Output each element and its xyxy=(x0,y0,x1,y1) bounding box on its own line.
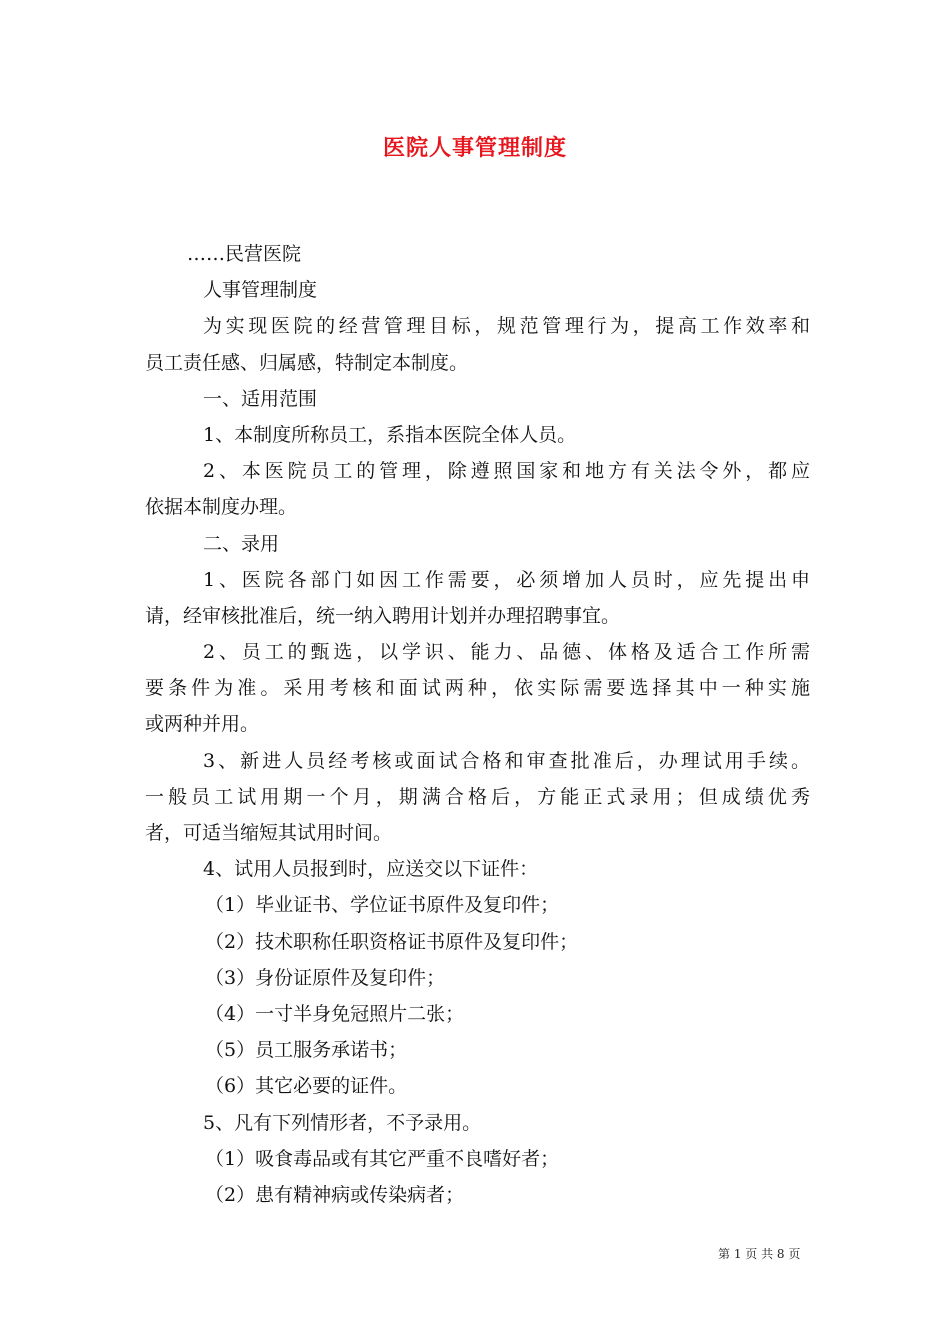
page-number: 第 1 页 共 8 页 xyxy=(718,1247,801,1261)
text-line: 依据本制度办理。 xyxy=(145,496,298,519)
text-line: ……民营医院 xyxy=(187,243,302,265)
text-line: 人事管理制度 xyxy=(203,279,318,302)
document-body xyxy=(145,236,810,1213)
text-line: 4、试用人员报到时，应送交以下证件： xyxy=(203,858,539,881)
text-line: 3、新进人员经考核或面试合格和审查批准后，办理试用手续。 xyxy=(203,749,810,772)
text-line: 员工责任感、归属感，特制定本制度。 xyxy=(145,351,469,374)
list-item: （1）吸食毒品或有其它严重不良嗜好者； xyxy=(205,1147,560,1170)
list-item: （2）患有精神病或传染病者； xyxy=(205,1183,465,1206)
text-line: 者，可适当缩短其试用时间。 xyxy=(145,822,393,844)
text-line: 要条件为准。采用考核和面试两种，依实际需要选择其中一种实施 xyxy=(145,677,810,700)
section-heading: 一、适用范围 xyxy=(203,387,318,410)
text-line: 为实现医院的经营管理目标，规范管理行为，提高工作效率和 xyxy=(203,315,810,338)
text-line: 请，经审核批准后，统一纳入聘用计划并办理招聘事宜。 xyxy=(145,604,621,627)
list-item: （5）员工服务承诺书； xyxy=(205,1039,408,1062)
text-line: 一般员工试用期一个月，期满合格后，方能正式录用；但成绩优秀 xyxy=(145,785,810,808)
list-item: （6）其它必要的证件。 xyxy=(205,1075,408,1098)
list-item: （3）身份证原件及复印件； xyxy=(205,966,446,989)
text-line: 2、员工的甄选，以学识、能力、品德、体格及适合工作所需 xyxy=(203,641,810,664)
list-item: （4）一寸半身免冠照片二张； xyxy=(205,1002,465,1025)
list-item: （2）技术职称任职资格证书原件及复印件； xyxy=(205,930,579,953)
section-heading: 二、录用 xyxy=(203,532,280,555)
text-line: 1、本制度所称员工，系指本医院全体人员。 xyxy=(203,423,577,446)
text-line: 或两种并用。 xyxy=(145,713,260,736)
page-title: 医院人事管理制度 xyxy=(382,136,567,161)
text-line: 2、本医院员工的管理，除遵照国家和地方有关法令外，都应 xyxy=(203,460,810,483)
list-item: （1）毕业证书、学位证书原件及复印件； xyxy=(205,894,560,917)
text-line: 5、凡有下列情形者，不予录用。 xyxy=(203,1111,482,1134)
text-line: 1、医院各部门如因工作需要，必须增加人员时，应先提出申 xyxy=(203,568,810,591)
